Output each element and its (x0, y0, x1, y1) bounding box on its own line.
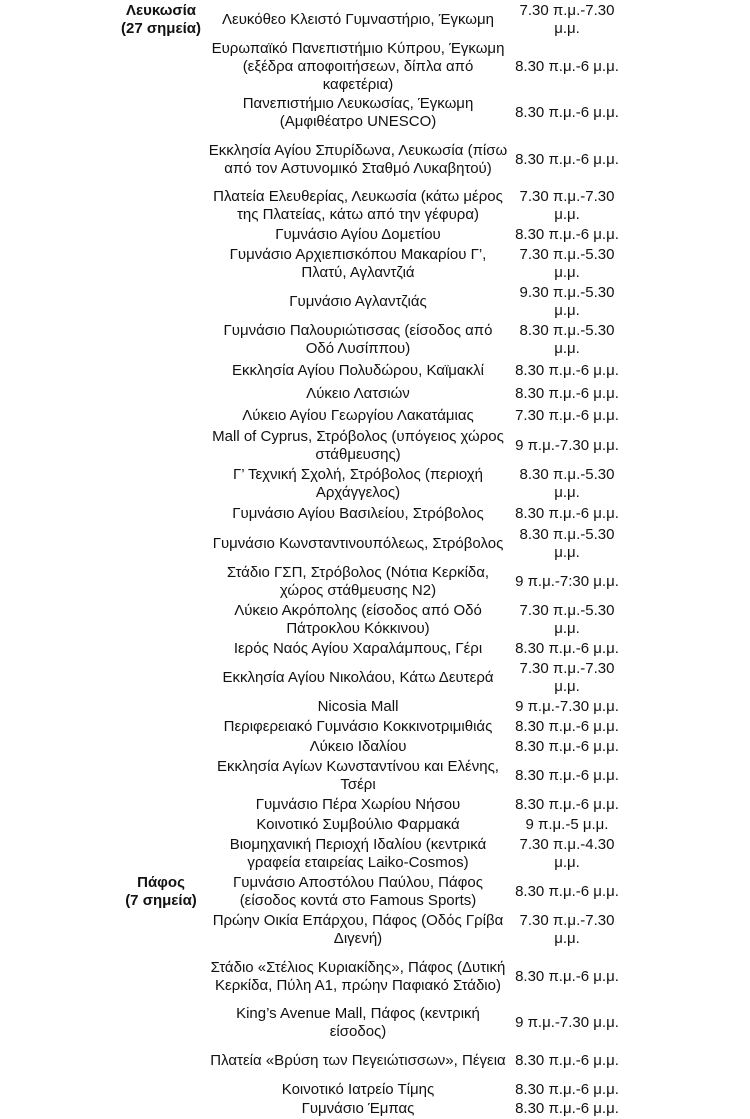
location-cell: Ιερός Ναός Αγίου Χαραλάμπους, Γέρι (233, 640, 483, 657)
hours-cell: 8.30 π.μ.-6 μ.μ. (515, 104, 619, 121)
region-name: Λευκωσία (125, 2, 197, 19)
table-row (0, 504, 750, 524)
table-row (0, 427, 750, 465)
hours-cell: 8.30 π.μ.-6 μ.μ. (515, 883, 619, 900)
hours-cell: 9 π.μ.-5 μ.μ. (525, 816, 609, 833)
hours-cell: 9 π.μ.-7:30 μ.μ. (515, 573, 619, 590)
table-row (0, 949, 750, 1004)
table-row (0, 384, 750, 404)
hours-cell: 8.30 π.μ.-6 μ.μ. (515, 967, 619, 985)
hours-cell: 8.30 π.μ.-6 μ.μ. (515, 738, 619, 755)
location-cell: Γυμνάσιο Αποστόλου Παύλου, Πάφος (είσοδος κοντά στο Famous Sports) (233, 874, 483, 909)
hours-cell: 9 π.μ.-7.30 μ.μ. (515, 1014, 619, 1031)
location-cell: Γυμνάσιο Έμπας (301, 1100, 415, 1117)
hours-cell: 8.30 π.μ.-6 μ.μ. (515, 796, 619, 813)
location-cell: Mall of Cyprus, Στρόβολος (υπόγειος χώρος στάθμευσης) (212, 428, 504, 463)
location-cell: Γυμνάσιο Παλουριώτισσας (είσοδος από Οδό Λυσίππου) (223, 322, 493, 357)
hours-cell: 9 π.μ.-7.30 μ.μ. (515, 437, 619, 454)
table-row (0, 321, 750, 359)
location-cell: Γυμνάσιο Αγίου Δομετίου (275, 226, 441, 243)
table-row (0, 132, 750, 187)
table-row (0, 465, 750, 503)
hours-cell: 8.30 π.μ.-6 μ.μ. (515, 57, 619, 75)
hours-cell: 8.30 π.μ.-6 μ.μ. (515, 1081, 619, 1098)
table-row (0, 757, 750, 795)
hours-cell: 8.30 π.μ.-6 μ.μ. (515, 718, 619, 735)
location-cell: Λύκειο Αγίου Γεωργίου Λακατάμιας (242, 407, 474, 424)
hours-cell: 7.30 π.μ.-6 μ.μ. (515, 407, 619, 424)
hours-cell: 8.30 π.μ.-6 μ.μ. (515, 640, 619, 657)
hours-cell: 7.30 π.μ.-7.30 μ.μ. (519, 2, 615, 37)
table-row (0, 1, 750, 39)
location-cell: Πανεπιστήμιο Λευκωσίας, Έγκωμη (Αμφιθέατρο UNESCO) (242, 95, 474, 130)
location-cell: Εκκλησία Αγίων Κωνσταντίνου και Ελένης, Τσέρι (217, 758, 499, 793)
table-row (0, 1004, 750, 1042)
table-row (0, 1099, 750, 1119)
table-row (0, 639, 750, 659)
location-cell: Γυμνάσιο Αγλαντζιάς (289, 293, 427, 310)
location-cell: Κοινοτικό Ιατρείο Τίμης (281, 1081, 435, 1098)
hours-cell: 8.30 π.μ.-5.30 μ.μ. (519, 466, 615, 501)
region-count: (7 σημεία) (125, 892, 197, 909)
hours-cell: 8.30 π.μ.-6 μ.μ. (515, 226, 619, 243)
table-row (0, 283, 750, 321)
table-row (0, 94, 750, 132)
location-cell: Πλατεία «Βρύση των Πεγειώτισσων», Πέγεια (210, 1052, 506, 1069)
hours-cell: 7.30 π.μ.-5.30 μ.μ. (519, 246, 615, 281)
location-cell: Λύκειο Ακρόπολης (είσοδος από Οδό Πάτροκλου Κόκκινου) (234, 602, 482, 637)
location-cell: Εκκλησία Αγίου Νικολάου, Κάτω Δευτερά (222, 669, 494, 686)
location-cell: Λύκειο Λατσιών (306, 385, 410, 402)
table-row (0, 911, 750, 949)
location-cell: Βιομηχανική Περιοχή Ιδαλίου (κεντρικά γραφεία εταιρείας Laiko-Cosmos) (229, 836, 487, 871)
table-row (0, 361, 750, 381)
location-cell: Κοινοτικό Συμβούλιο Φαρμακά (256, 816, 460, 833)
table-row (0, 835, 750, 873)
table-row (0, 525, 750, 563)
table-row (0, 795, 750, 815)
table-row (0, 697, 750, 717)
table-row (0, 187, 750, 225)
hours-cell: 8.30 π.μ.-6 μ.μ. (515, 1052, 619, 1069)
table-row (0, 245, 750, 283)
table-row (0, 601, 750, 639)
hours-cell: 7.30 π.μ.-7.30 μ.μ. (519, 912, 615, 947)
table-row (0, 406, 750, 426)
location-cell: Εκκλησία Αγίου Σπυρίδωνα, Λευκωσία (πίσω από τον Αστυνομικό Σταθμό Λυκαβητού) (208, 141, 508, 177)
hours-cell: 7.30 π.μ.-7.30 μ.μ. (519, 660, 615, 695)
location-cell: Πρώην Οικία Επάρχου, Πάφος (Οδός Γρίβα Διγενή) (212, 912, 504, 947)
hours-cell: 7.30 π.μ.-4.30 μ.μ. (519, 836, 615, 871)
location-cell: Γυμνάσιο Αγίου Βασιλείου, Στρόβολος (232, 505, 484, 522)
location-cell: King’s Avenue Mall, Πάφος (κεντρική είσοδος) (236, 1005, 480, 1040)
hours-cell: 7.30 π.μ.-5.30 μ.μ. (519, 602, 615, 637)
hours-cell: 8.30 π.μ.-6 μ.μ. (515, 1100, 619, 1117)
hours-cell: 8.30 π.μ.-6 μ.μ. (515, 767, 619, 784)
hours-cell: 8.30 π.μ.-6 μ.μ. (515, 150, 619, 168)
table-row (0, 225, 750, 245)
hours-cell: 8.30 π.μ.-5.30 μ.μ. (519, 526, 615, 561)
location-cell: Εκκλησία Αγίου Πολυδώρου, Καϊμακλί (232, 362, 484, 379)
location-cell: Στάδιο ΓΣΠ, Στρόβολος (Νότια Κερκίδα, χώρος στάθμευσης Ν2) (226, 564, 490, 599)
location-cell: Στάδιο «Στέλιος Κυριακίδης», Πάφος (Δυτική Κερκίδα, Πύλη Α1, πρώην Παφιακό Στάδιο) (210, 958, 506, 994)
region-count: (27 σημεία) (121, 20, 201, 37)
table-row (0, 39, 750, 94)
location-cell: Γυμνάσιο Αρχιεπισκόπου Μακαρίου Γ’, Πλατύ, Αγλαντζιά (229, 246, 487, 281)
location-cell: Nicosia Mall (317, 698, 399, 715)
region-name: Πάφος (137, 874, 185, 891)
table-row (0, 737, 750, 757)
location-cell: Περιφερειακό Γυμνάσιο Κοκκινοτριμιθιάς (223, 718, 493, 735)
location-cell: Πλατεία Ελευθερίας, Λευκωσία (κάτω μέρος της Πλατείας, κάτω από την γέφυρα) (213, 188, 503, 223)
location-cell: Λύκειο Ιδαλίου (309, 738, 407, 755)
hours-cell: 9 π.μ.-7.30 μ.μ. (515, 698, 619, 715)
hours-cell: 8.30 π.μ.-6 μ.μ. (515, 385, 619, 402)
table-row (0, 1080, 750, 1100)
table-row (0, 873, 750, 911)
hours-cell: 8.30 π.μ.-6 μ.μ. (515, 362, 619, 379)
location-cell: Γυμνάσιο Κωνσταντινουπόλεως, Στρόβολος (212, 535, 504, 552)
location-cell: Γ’ Τεχνική Σχολή, Στρόβολος (περιοχή Αρχάγγελος) (233, 466, 483, 501)
hours-cell: 8.30 π.μ.-6 μ.μ. (515, 505, 619, 522)
location-cell: Λευκόθεο Κλειστό Γυμναστήριο, Έγκωμη (222, 11, 494, 28)
table-row (0, 1042, 750, 1080)
table-row (0, 659, 750, 697)
table-row (0, 815, 750, 835)
table-row (0, 563, 750, 601)
location-cell: Ευρωπαϊκό Πανεπιστήμιο Κύπρου, Έγκωμη (εξέδρα αποφοιτήσεων, δίπλα από καφετέρια) (211, 39, 505, 93)
table-row (0, 717, 750, 737)
hours-cell: 9.30 π.μ.-5.30 μ.μ. (519, 284, 615, 319)
location-cell: Γυμνάσιο Πέρα Χωρίου Νήσου (255, 796, 461, 813)
hours-cell: 7.30 π.μ.-7.30 μ.μ. (519, 188, 615, 223)
hours-cell: 8.30 π.μ.-5.30 μ.μ. (519, 322, 615, 357)
